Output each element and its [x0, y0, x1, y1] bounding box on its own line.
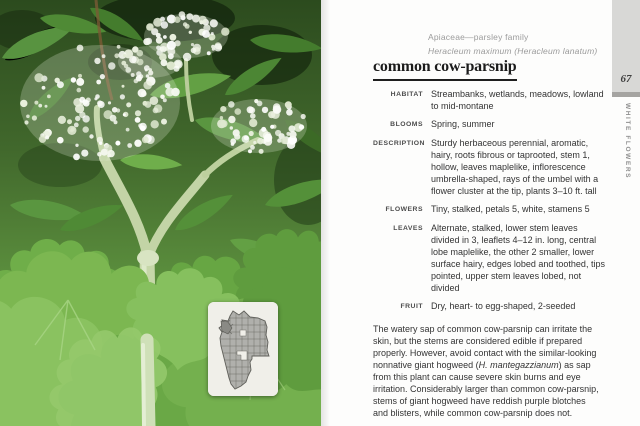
attribute-row-blooms — [373, 118, 605, 131]
range-map-card — [208, 302, 278, 396]
body-text-italic-binomial: H. mantegazzianum — [478, 360, 559, 370]
attribute-row-flowers — [373, 203, 605, 216]
attribute-row-habitat — [373, 88, 605, 112]
foreground-stem — [147, 340, 149, 426]
attribute-value: Alternate, stalked, lower stem leaves divided in 3, leaflets 4–12 in. long, central lobe maplelike, the other 2 smaller, lower surface hairy, edges lobed and toothed, tips pointed, upper stem leaves lobed, not divided — [431, 223, 605, 293]
attribute-label: BLOOMS — [390, 121, 423, 128]
attribute-label: HABITAT — [390, 91, 423, 98]
distribution-map — [208, 302, 278, 396]
species-article — [373, 88, 605, 419]
attribute-value: Sturdy herbaceous perennial, aromatic, hairy, roots fibrous or taprooted, stem 1, hollow, leaves maplelike, inflorescence umbrella-shaped, rays of the umbel with a flower cluster at the tip, plants 3–10 ft. tall — [431, 138, 599, 196]
right-page — [321, 0, 640, 426]
page-number-tab — [612, 0, 640, 97]
attribute-label: FRUIT — [400, 303, 423, 310]
body-paragraph — [373, 323, 599, 419]
family-name: Apiaceae—parsley family — [428, 32, 529, 42]
attribute-value: Tiny, stalked, petals 5, white, stamens 5 — [431, 204, 590, 214]
body-text-lead: The watery sap of common cow-parsnip can irritate the skin, but the stems are considered edible if prepared properly. However, avoid contact with the similar-looking nonnative giant hogweed ( — [373, 324, 597, 370]
attribute-row-fruit — [373, 300, 605, 313]
page-number: 67 — [620, 73, 632, 85]
foreground-stem-highlight — [143, 345, 144, 426]
attribute-label: FLOWERS — [385, 206, 423, 213]
page-gutter-shadow — [321, 0, 330, 426]
attribute-value: Streambanks, wetlands, meadows, lowland to mid-montane — [431, 89, 604, 111]
taxonomy-block — [428, 30, 628, 58]
attribute-row-description — [373, 137, 605, 197]
scientific-name: Heracleum maximum (Heracleum lanatum) — [428, 46, 598, 56]
body-text-tail: ) as sap from this plant can cause severe skin burns and eye irritation. Considerably larger than common cow-parsnip, stems of giant hogweed have reddish purple blotches and blisters, while common cow-parsnip does not. — [373, 360, 599, 418]
attribute-label: LEAVES — [393, 225, 423, 232]
attribute-value: Spring, summer — [431, 119, 495, 129]
attribute-row-leaves — [373, 222, 605, 294]
section-label-vertical: WHITE FLOWERS — [624, 103, 631, 180]
page-title: common cow-parsnip — [373, 58, 517, 81]
attribute-label: DESCRIPTION — [373, 140, 425, 147]
attribute-value: Dry, heart- to egg-shaped, 2-seeded — [431, 301, 576, 311]
